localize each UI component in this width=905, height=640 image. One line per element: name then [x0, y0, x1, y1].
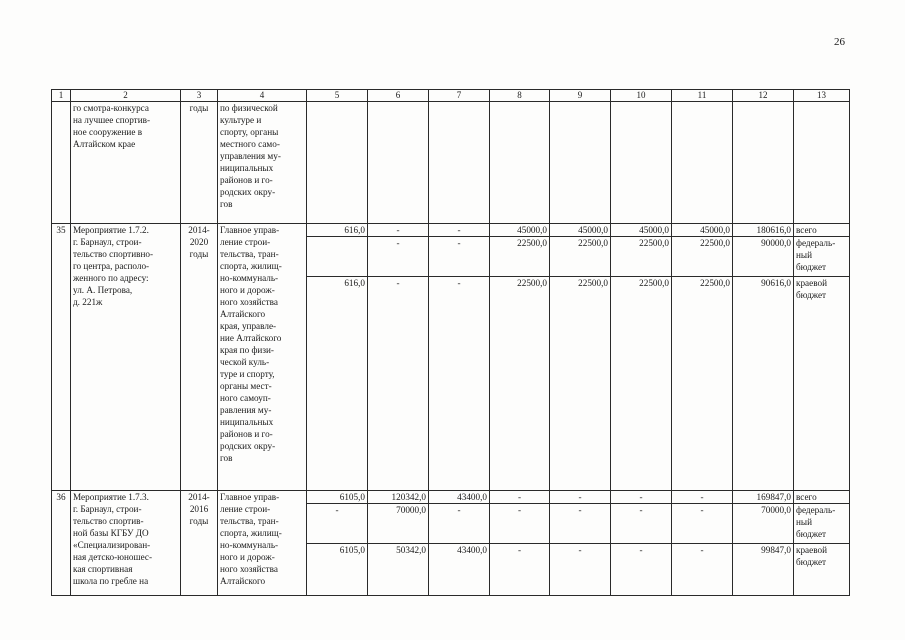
measure-name: го смотра-конкурса на лучшее спортив- ное сооружение в Алтайском крае — [71, 102, 181, 224]
funding-source: федераль- ный бюджет — [794, 504, 850, 544]
value-cell: 50342,0 — [368, 544, 429, 596]
column-header: 1 — [52, 90, 71, 102]
value-cell: 22500,0 — [550, 237, 611, 277]
value-cell: 616,0 — [307, 277, 368, 491]
column-header: 3 — [181, 90, 218, 102]
value-cell: 22500,0 — [490, 277, 550, 491]
column-header: 7 — [429, 90, 490, 102]
column-header: 8 — [490, 90, 550, 102]
value-cell: 180616,0 — [733, 224, 794, 237]
funding-source: краевой бюджет — [794, 544, 850, 596]
funding-source: всего — [794, 224, 850, 237]
value-cell: - — [672, 544, 733, 596]
value-cell: 45000,0 — [672, 224, 733, 237]
measure-years: 2014- 2020 годы — [181, 224, 218, 491]
measure-name: Мероприятие 1.7.3. г. Барнаул, строи- тельство спортив- ной базы КГБУ ДО «Специализирован- ная детско-юношес- кая спортивная школа по гребле на — [71, 491, 181, 596]
column-header: 9 — [550, 90, 611, 102]
value-cell: - — [429, 277, 490, 491]
measure-years: 2014- 2016 годы — [181, 491, 218, 596]
column-header: 6 — [368, 90, 429, 102]
value-cell: - — [368, 224, 429, 237]
column-number-row — [52, 90, 850, 102]
value-cell: - — [429, 504, 490, 544]
funding-source: краевой бюджет — [794, 277, 850, 491]
page-number: 26 — [834, 36, 845, 48]
value-cell: 22500,0 — [490, 237, 550, 277]
row-number — [52, 102, 71, 224]
row-number: 36 — [52, 491, 71, 596]
continuation-row — [52, 102, 850, 224]
value-cell: 70000,0 — [733, 504, 794, 544]
value-cell: - — [490, 504, 550, 544]
measure-executor: Главное управ- ление строи- тельства, тран- спорта, жилищ- но-коммуналь- ного и дорож- ного хозяйства Алтайского края, управле- ние Алтайского края по физи- ческой куль- туре и спорту, органы мест- ного самоуп- равления му- ниципальных районов и го- родских окру- гов — [218, 224, 307, 491]
funding-source: всего — [794, 491, 850, 504]
value-cell: - — [611, 544, 672, 596]
value-cell: 22500,0 — [611, 237, 672, 277]
measure-executor: по физической культуре и спорту, органы местного само- управления му- ниципальных районов и го- родских окру- гов — [218, 102, 307, 224]
value-cell: 616,0 — [307, 224, 368, 237]
value-cell: 99847,0 — [733, 544, 794, 596]
value-cell: 90616,0 — [733, 277, 794, 491]
funding-source: федераль- ный бюджет — [794, 237, 850, 277]
value-cell: 45000,0 — [490, 224, 550, 237]
value-cell: - — [611, 491, 672, 504]
value-cell: 45000,0 — [550, 224, 611, 237]
value-cell: - — [490, 544, 550, 596]
value-cell: 22500,0 — [550, 277, 611, 491]
column-header: 2 — [71, 90, 181, 102]
value-cell: 90000,0 — [733, 237, 794, 277]
value-cell: - — [429, 224, 490, 237]
table-row — [52, 224, 850, 237]
column-header: 10 — [611, 90, 672, 102]
value-cell: - — [550, 491, 611, 504]
value-cell: 6105,0 — [307, 491, 368, 504]
program-table — [51, 89, 850, 596]
value-cell: 43400,0 — [429, 544, 490, 596]
value-cell: - — [368, 277, 429, 491]
column-header: 5 — [307, 90, 368, 102]
value-cell: - — [429, 237, 490, 277]
row-number: 35 — [52, 224, 71, 491]
table-row — [52, 491, 850, 504]
measure-years: годы — [181, 102, 218, 224]
value-cell: - — [672, 504, 733, 544]
value-cell: 45000,0 — [611, 224, 672, 237]
value-cell: - — [368, 237, 429, 277]
measure-executor: Главное управ- ление строи- тельства, тран- спорта, жилищ- но-коммуналь- ного и дорож- ного хозяйства Алтайского — [218, 491, 307, 596]
column-header: 13 — [794, 90, 850, 102]
value-cell: - — [672, 491, 733, 504]
measure-name: Мероприятие 1.7.2. г. Барнаул, строи- тельство спортивно- го центра, располо- женного по адресу: ул. А. Петрова, д. 221ж — [71, 224, 181, 491]
column-header: 4 — [218, 90, 307, 102]
value-cell: 120342,0 — [368, 491, 429, 504]
value-cell: - — [611, 504, 672, 544]
value-cell: 169847,0 — [733, 491, 794, 504]
value-cell: - — [490, 491, 550, 504]
value-cell — [307, 237, 368, 277]
value-cell: 22500,0 — [611, 277, 672, 491]
value-cell: 22500,0 — [672, 237, 733, 277]
value-cell: - — [550, 504, 611, 544]
value-cell: 43400,0 — [429, 491, 490, 504]
column-header: 12 — [733, 90, 794, 102]
value-cell: 22500,0 — [672, 277, 733, 491]
value-cell: - — [307, 504, 368, 544]
value-cell: 6105,0 — [307, 544, 368, 596]
value-cell: 70000,0 — [368, 504, 429, 544]
value-cell: - — [550, 544, 611, 596]
column-header: 11 — [672, 90, 733, 102]
